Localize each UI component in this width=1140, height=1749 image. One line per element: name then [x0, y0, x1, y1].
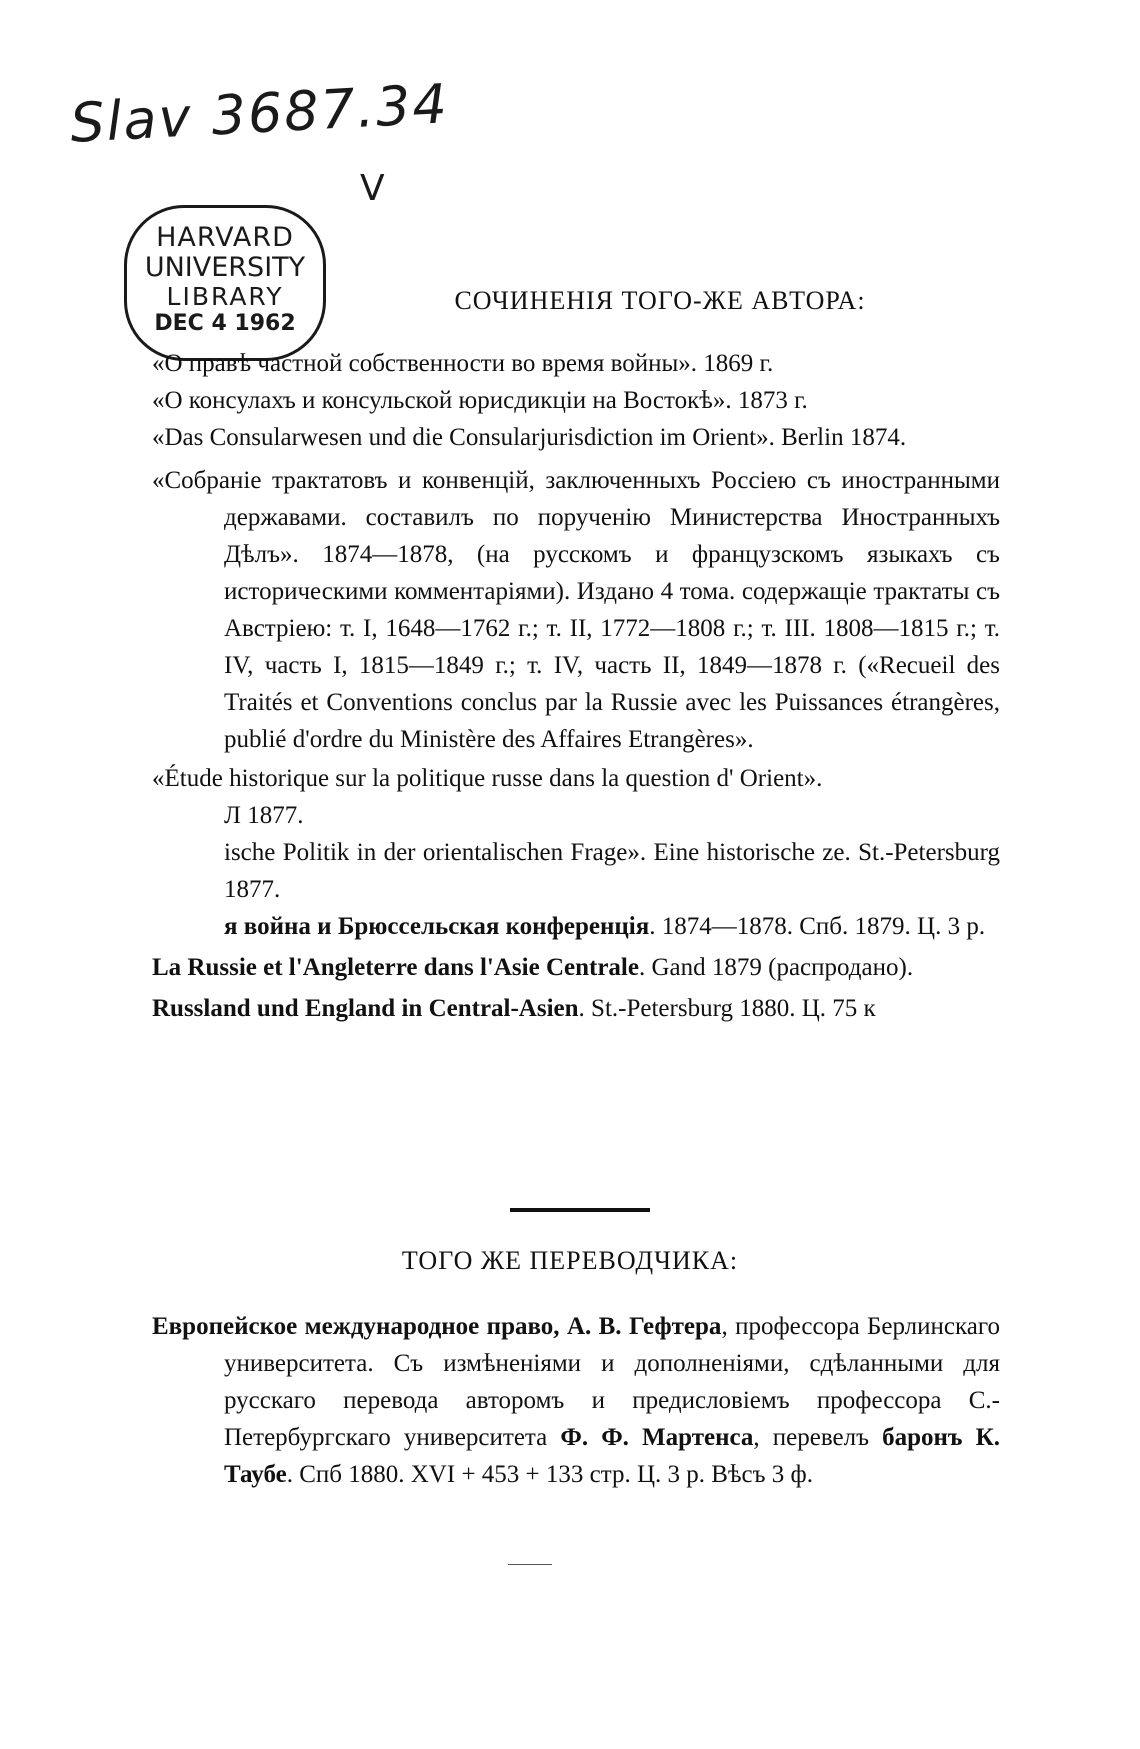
bibliography-entry: La Russie et l'Angleterre dans l'Asie Centrale. Gand 1879 (распродано).: [152, 954, 914, 981]
bibliography-entry-fragment: я война и Брюссельская конференція. 1874—1878. Спб. 1879. Ц. 3 р.: [224, 913, 986, 940]
bibliography-entry: «Étude historique sur la politique russe dans la question d' Orient».: [152, 765, 823, 792]
author-works-heading: СОЧИНЕНІЯ ТОГО-ЖЕ АВТОРА:: [454, 286, 866, 315]
bibliography-entry: Russland und England in Central-Asien. St.-Petersburg 1880. Ц. 75 к: [152, 995, 876, 1022]
author-works-list: [152, 345, 1000, 1027]
stamp-date: DEC 4 1962: [154, 311, 296, 336]
bibliography-entry-fragment: Л 1877.: [224, 802, 304, 829]
stamp-line-1: HARVARD: [156, 222, 294, 253]
bibliography-entry-fragment: ische Politik in der orientalischen Frage». Eine historische ze. St.-Petersburg 1877.: [224, 839, 1000, 903]
bibliography-entry: «О консулахъ и консульской юрисдикціи на Востокѣ». 1873 г.: [152, 387, 808, 414]
translator-works-heading: ТОГО ЖЕ ПЕРЕВОДЧИКА:: [401, 1246, 739, 1275]
short-divider: [508, 1564, 552, 1565]
section-divider: [510, 1208, 650, 1212]
call-number-handwritten: Slav 3687.34: [68, 72, 451, 155]
bibliography-entry: «Das Consularwesen und die Consularjurisdiction im Orient». Berlin 1874.: [152, 424, 907, 451]
stamp-line-2: UNIVERSITY: [144, 252, 306, 283]
handwritten-mark: V: [360, 168, 385, 209]
stamp-line-3: LIBRARY: [166, 282, 284, 311]
bibliography-entry: «Собраніе трактатовъ и конвенцій, заключенныхъ Россіею съ иностранными державами. составилъ по порученію Министерства Иностранныхъ Дѣлъ». 1874—1878, (на русскомъ и французскомъ языкахъ съ историческими комментаріями). Издано 4 тома. содержащіе трактаты съ Австріею: т. I, 1648—1762 г.; т. II, 1772—1808 г.; т. III. 1808—1815 г.; т. IV, часть I, 1815—1849 г.; т. IV, часть II, 1849—1878 г. («Recueil des Traités et Conventions conclus par la Russie avec les Puissances étrangères, publié d'ordre du Ministère des Affaires Etrangères».: [152, 467, 1000, 753]
translator-works-list: [152, 1308, 1000, 1493]
library-stamp: [124, 205, 326, 361]
bibliography-entry: Европейское международное право, А. В. Гефтера, профессора Берлинскаго университета. Съ измѣненіями и дополненіями, сдѣланными для русскаго перевода авторомъ и предисловіемъ профессора С.-Петербургскаго университета Ф. Ф. Мартенса, перевелъ баронъ К. Таубе. Спб 1880. XVI + 453 + 133 стр. Ц. 3 р. Вѣсъ 3 ф.: [152, 1313, 1001, 1488]
bibliography-entry: «О правѣ частной собственности во время войны». 1869 г.: [152, 350, 774, 377]
